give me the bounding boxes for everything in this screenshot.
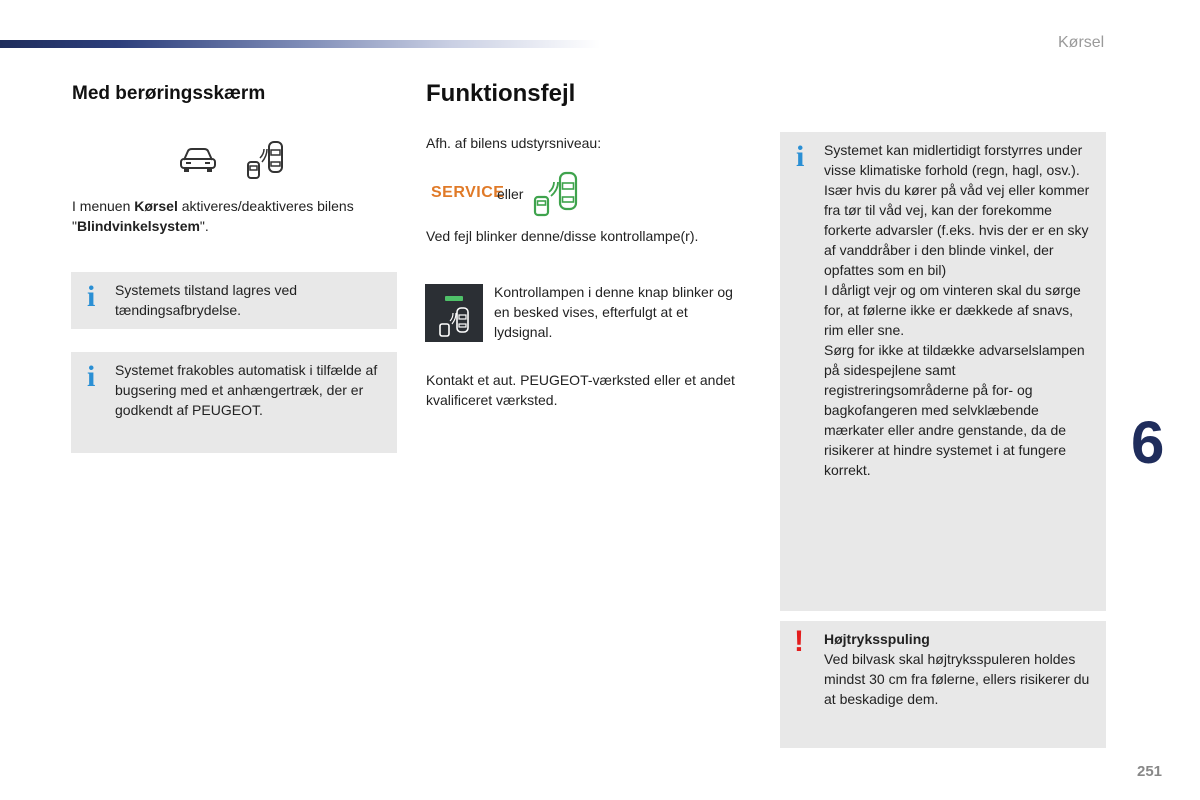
info-note-climate <box>780 132 1106 611</box>
fault-intro: Afh. af bilens udstyrsniveau: <box>426 135 602 151</box>
warning-title: Højtryksspuling <box>824 631 930 647</box>
touchscreen-heading: Med berøringsskærm <box>72 83 266 104</box>
button-blink-text: Kontrollampen i denne knap blinker og en besked vises, efterfulgt at et lydsignal. <box>494 284 733 340</box>
service-warning-icon: SERVICE <box>431 184 505 201</box>
info-note-memory-text: Systemets tilstand lagres ved tændingsafbrydelse. <box>115 282 298 318</box>
blind-spot-icon <box>438 306 472 338</box>
warning-icon: ! <box>794 625 804 658</box>
blind-spot-warning-icon <box>533 171 581 217</box>
chapter-number: 6 <box>1131 409 1165 476</box>
indicator-lamp <box>445 296 463 301</box>
touch-menu-text: I menuen Kørsel aktiveres/deaktiveres bilens "Blindvinkelsystem". <box>72 198 354 234</box>
or-text: eller <box>497 186 524 202</box>
info-note-memory <box>71 272 397 329</box>
blind-spot-icon <box>246 140 286 180</box>
info-note-towing-text: Systemet frakobles automatisk i tilfælde af bugsering med et anhængertræk, der er godkendt af PEUGEOT. <box>115 362 378 418</box>
menu-name-bold: Kørsel <box>134 198 178 214</box>
info-icon: i <box>87 360 96 393</box>
fault-heading: Funktionsfejl <box>426 80 576 107</box>
contact-workshop-text: Kontakt et aut. PEUGEOT-værksted eller et andet kvalificeret værksted. <box>426 372 735 408</box>
info-icon: i <box>87 280 96 313</box>
header-gradient-bar <box>0 40 600 48</box>
warning-note-pressure-wash <box>780 621 1106 748</box>
info-icon: i <box>796 140 805 173</box>
system-name-bold: Blindvinkelsystem <box>76 218 200 234</box>
page-number: 251 <box>1137 763 1163 780</box>
warning-text: Ved bilvask skal højtryksspuleren holdes mindst 30 cm fra følerne, ellers risikerer du at beskadige dem. <box>824 651 1090 707</box>
info-note-towing <box>71 352 397 453</box>
info-note-climate-text: Systemet kan midlertidigt forstyrres under visse klimatiske forhold (regn, hagl, osv.). Især hvis du kører på våd vej eller kommer fra tør til våd vej, kan der forekomme forkerte advarsler (f.eks. hvis der er en sky af vanddråber i den blinde vinkel, der opfattes som en bil) I dårligt vejr og om vinteren skal du sørge for, at følerne ikke er dækkede af snavs, rim eller sne. Sørg for ikke at tildække advarselslampen på sidespejlene samt registreringsområderne på for- og bagkofangeren med selvklæbende mærkater eller andre genstande, da de risikerer at hindre systemet i at fungere korrekt. <box>824 142 1090 478</box>
blind-spot-button <box>425 284 483 342</box>
section-label: Kørsel <box>1058 34 1105 51</box>
fault-blink-text: Ved fejl blinker denne/disse kontrollampe(r). <box>426 228 699 244</box>
car-front-icon <box>178 146 218 174</box>
